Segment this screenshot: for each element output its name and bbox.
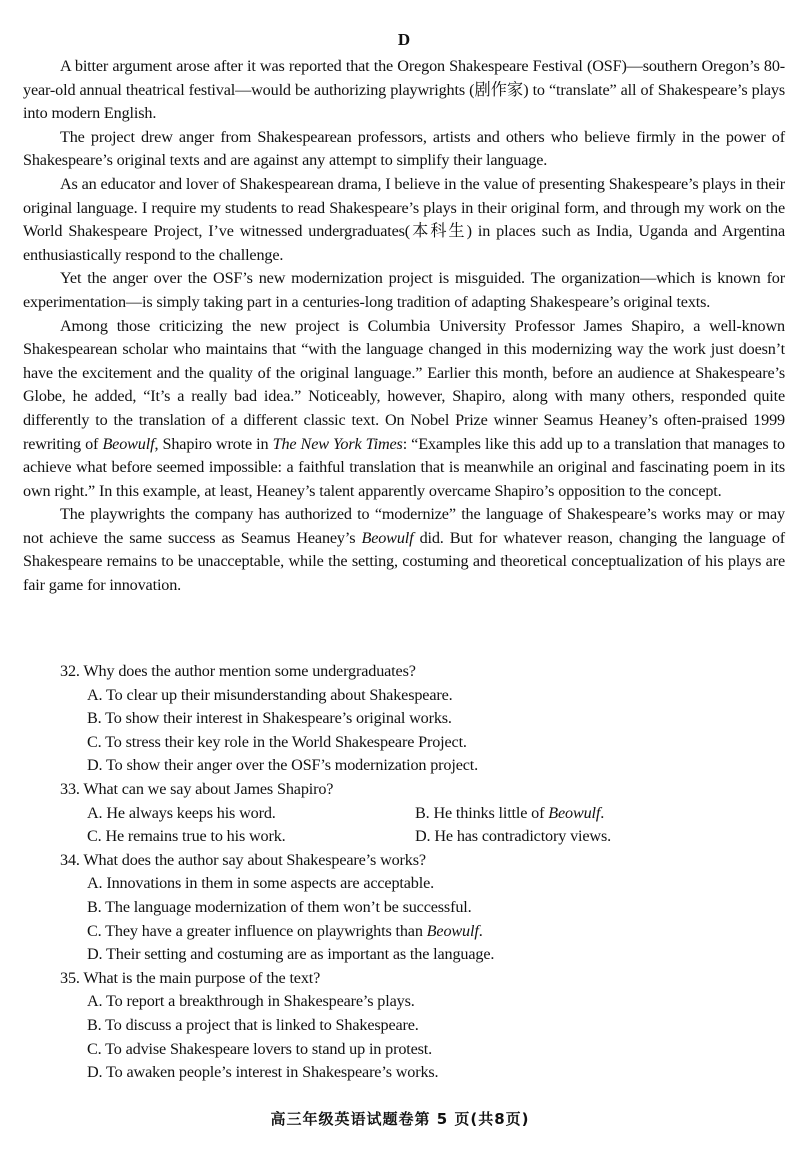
option-a: A. Innovations in them in some aspects are acceptable. [87, 874, 435, 893]
option-a: A. He always keeps his word. [87, 803, 276, 822]
question-list [60, 660, 785, 1085]
book-title-beowulf: Beowulf [361, 528, 414, 547]
question-32 [60, 660, 785, 778]
option-d: D. To show their anger over the OSF’s modernization project. [87, 756, 479, 775]
book-title-beowulf: Beowulf [102, 434, 155, 453]
option-c: C. To stress their key role in the World Shakespeare Project. [87, 732, 467, 751]
option-c: C. They have a greater influence on playwrights than Beowulf. [87, 921, 483, 940]
option-d: D. To awaken people’s interest in Shakespeare’s works. [87, 1063, 439, 1082]
passage-paragraph-4: Yet the anger over the OSF’s new modernization project is misguided. The organization—which is known for experimentation—is simply taking part in a centuries-long tradition of adapting Shakespeare’s original texts. [23, 269, 785, 311]
option-b: B. To show their interest in Shakespeare’s original works. [87, 709, 452, 728]
option-d: D. Their setting and costuming are as important as the language. [87, 945, 495, 964]
passage-paragraph-1: A bitter argument arose after it was reported that the Oregon Shakespeare Festival (OSF)—southern Oregon’s 80-year-old annual theatrical festival—would be authorizing playwrights (剧作家) to “translate” all of Shakespeare’s plays into modern English. [23, 57, 785, 123]
passage-paragraph-3: As an educator and lover of Shakespearean drama, I believe in the value of presenting Shakespeare’s plays in their original language. I require my students to read Shakespeare’s plays in their original form, and through my work on the World Shakespeare Project, I’ve witnessed undergraduates(本科生) in places such as India, Uganda and Argentina enthusiastically respond to the challenge. [23, 174, 785, 264]
option-row [87, 802, 785, 826]
option-row [87, 825, 785, 849]
passage-paragraph-6: The playwrights the company has authorized to “modernize” the language of Shakespeare’s works may or may not achieve the same success as Seamus Heaney’s Beowulf did. But for whatever reason, changing the language of Shakespeare remains to be unacceptable, while the setting, costuming and theoretical conceptualization of his plays are fair game for innovation. [23, 505, 786, 595]
question-stem: 32. Why does the author mention some undergraduates? [60, 662, 416, 680]
option-a: A. To clear up their misunderstanding about Shakespeare. [87, 685, 453, 704]
option-b: B. He thinks little of Beowulf. [415, 803, 605, 822]
question-stem: 34. What does the author say about Shakespeare’s works? [60, 850, 426, 869]
question-34 [60, 849, 785, 967]
option-b: B. To discuss a project that is linked to Shakespeare. [87, 1015, 419, 1034]
newspaper-title: The New York Times [272, 434, 403, 453]
question-33 [60, 778, 785, 849]
question-35 [60, 967, 785, 1085]
question-stem: 35. What is the main purpose of the text? [60, 968, 321, 987]
option-b: B. The language modernization of them won’t be successful. [87, 897, 472, 916]
passage-paragraph-5: Among those criticizing the new project is Columbia University Professor James Shapiro, a well-known Shakespearean scholar who maintains that “with the language changed in this modernizing way the work just doesn’t have the excitement and the quality of the original language.” Earlier this month, before an audience at Shakespeare’s Globe, he added, “It’s a really bad idea.” Noticeably, however, Shapiro, along with many others, responded quite differently to the translation of a different classic text. On Nobel Prize winner Seamus Heaney’s often-praised 1999 rewriting of Beowulf, Shapiro wrote in The New York Times: “Examples like this add up to a translation that manages to achieve what before seemed impossible: a faithful translation that is meanwhile an original and fascinating poem in its own right.” In this example, at least, Heaney’s talent apparently overcame Shapiro’s opposition to the concept. [23, 316, 785, 500]
section-letter: D [397, 30, 411, 49]
page-footer: 高三年级英语试题卷第 5 页(共8页) [270, 1110, 530, 1128]
option-d: D. He has contradictory views. [415, 827, 611, 846]
option-c: C. To advise Shakespeare lovers to stand up in protest. [87, 1039, 433, 1058]
passage-paragraph-2: The project drew anger from Shakespearean professors, artists and others who believe firmly in the power of Shakespeare’s original texts and are against any attempt to simplify their language. [23, 127, 785, 170]
reading-passage [23, 55, 785, 598]
question-stem: 33. What can we say about James Shapiro? [60, 779, 334, 798]
option-a: A. To report a breakthrough in Shakespeare’s plays. [87, 992, 415, 1011]
option-c: C. He remains true to his work. [87, 827, 286, 846]
